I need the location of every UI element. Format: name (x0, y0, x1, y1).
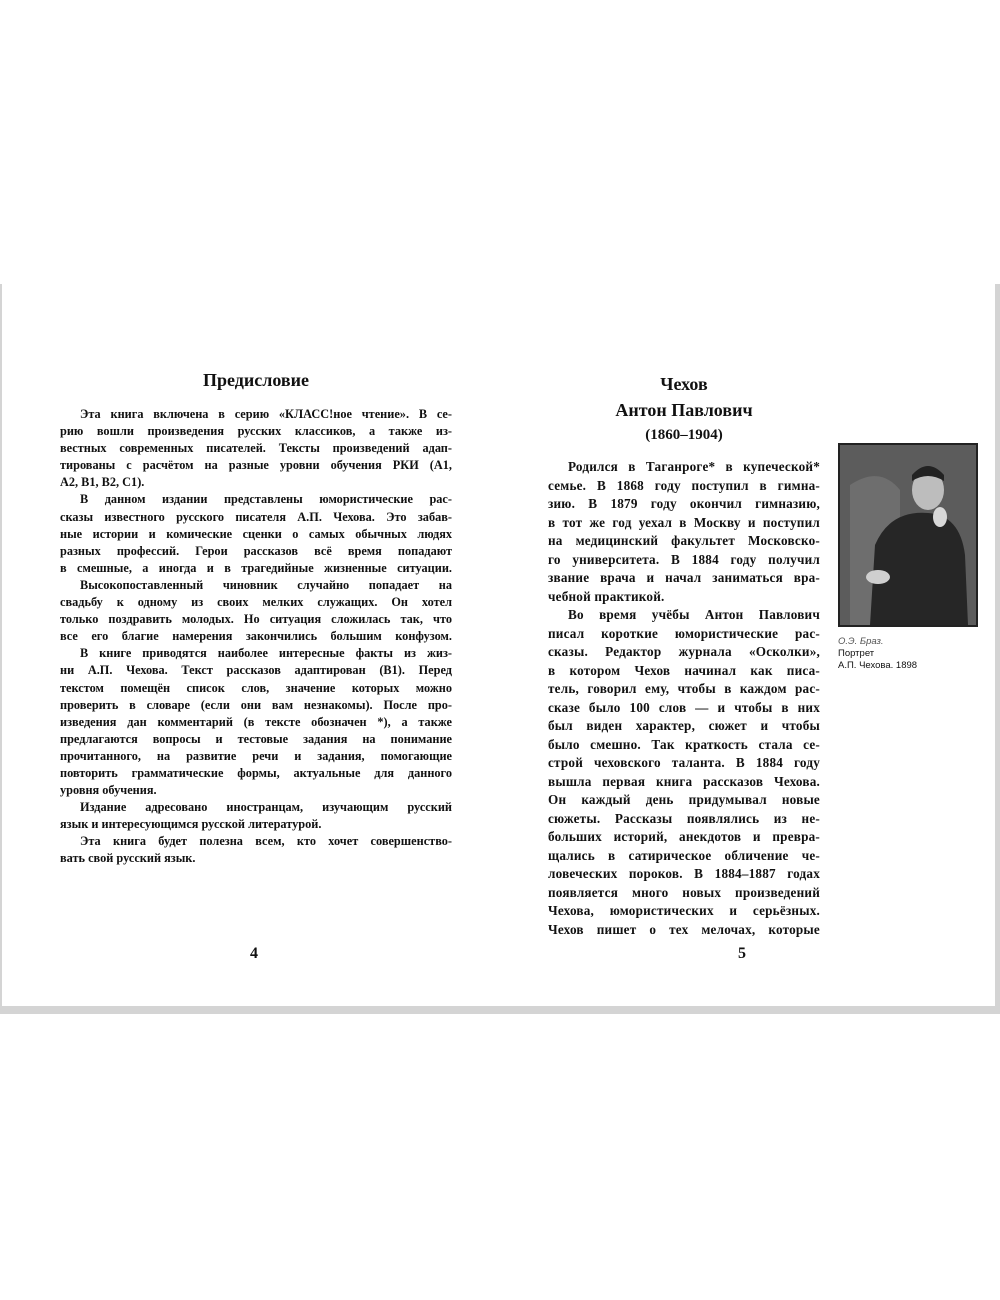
page-number-right: 5 (738, 945, 746, 962)
author-surname: Чехов (660, 374, 708, 394)
text-line: ни А.П. Чехова. Текст рассказов адаптирован (В1). Перед (60, 663, 452, 678)
text-line: В данном издании представлены юмористические рас- (80, 492, 452, 507)
text-line: Чехова, юмористических и серьёзных. (548, 903, 820, 918)
text-line: сказы известного русского писателя А.П. Чехова. Это забав- (60, 509, 452, 524)
text-line: Высокопоставленный чиновник случайно попадает на (80, 577, 452, 592)
text-line: разных профессий. Герои рассказов всё время попадают (60, 543, 452, 558)
preface-title: Предисловие (203, 370, 309, 390)
text-line: больших историй, анекдотов и превра- (548, 829, 820, 844)
portrait-caption (838, 636, 917, 672)
text-line: было смешно. Так краткость стала се- (548, 736, 820, 752)
portrait-image (838, 443, 978, 627)
text-line: Эта книга будет полезна всем, кто хочет совершенство- (80, 834, 452, 849)
text-line: появляется много новых произведений (548, 884, 820, 900)
text-line: сказы. Редактор журнала «Осколки», (548, 644, 820, 659)
biography-text (548, 458, 820, 939)
text-line: проверить в словаре (если они вам незнакомы). После про- (60, 697, 452, 712)
text-line: Эта книга включена в серию «КЛАСС!ное чтение». В се- (80, 407, 452, 421)
text-line: вать свой русский язык. (60, 851, 196, 866)
text-line: звание врача и начал заниматься вра- (548, 570, 820, 585)
text-line: вышла первая книга рассказов Чехова. (548, 773, 820, 789)
text-line: го университета. В 1884 году получил (548, 551, 820, 567)
preface-text (60, 406, 452, 868)
text-line: текстом помещён список слов, значение которых можно (60, 680, 452, 695)
text-line: щались в сатирическое обличение че- (548, 847, 820, 863)
text-line: рию вошли произведения русских классиков, а также из- (60, 424, 452, 439)
text-line: ловеческих пороков. В 1884–1887 годах (548, 866, 820, 881)
text-line: тированы с расчётом на разные уровни обучения РКИ (А1, (60, 458, 452, 473)
text-line: В книге приводятся наиболее интересные факты из жиз- (80, 646, 452, 661)
text-line: в тот же год уехал в Москву и поступил (548, 514, 820, 530)
text-line: зию. В 1879 году окончил гимназию, (548, 496, 820, 511)
caption-subject: А.П. Чехова. 1898 (838, 660, 918, 671)
text-line: Издание адресовано иностранцам, изучающим русский (80, 800, 452, 815)
author-name: Антон Павлович (615, 400, 753, 420)
text-line: Родился в Таганроге* в купеческой* (568, 459, 820, 474)
author-years: (1860–1904) (645, 427, 723, 443)
text-line: на медицинский факультет Московско- (548, 533, 820, 548)
text-line: все его благие намерения закончились большим конфузом. (60, 629, 452, 644)
text-line: сказе было 100 слов — и чтобы в них (548, 699, 820, 715)
text-line: язык и интересующимся русской литературой. (60, 817, 322, 832)
page-number-left: 4 (250, 945, 258, 962)
text-line: был виден характер, сюжет и чтобы (548, 718, 820, 733)
text-line: только поздравить молодых. Но ситуация сложилась так, что (60, 612, 452, 627)
portrait-figure-icon (840, 445, 976, 625)
text-line: чебной практикой. (548, 588, 665, 604)
text-line: свадьбу к одному из своих мелких служащих. Он хотел (60, 595, 452, 610)
text-line: в смешные, а иногда и в трагедийные жизненные ситуации. (60, 560, 452, 575)
text-line: изведения дан комментарий (в тексте обозначен *), а также (60, 714, 452, 729)
caption-author: О.Э. Браз. (838, 636, 884, 647)
text-line: семье. В 1868 году поступил в гимна- (548, 477, 820, 493)
text-line: уровня обучения. (60, 783, 157, 798)
text-line: повторить грамматические формы, актуальные для данного (60, 765, 452, 780)
caption-title: Портрет (838, 648, 875, 659)
text-line: предлагаются вопросы и тестовые задания на понимание (60, 731, 452, 746)
text-line: тель, говорил ему, чтобы в каждом рас- (548, 681, 820, 696)
text-line: ные истории и комические сценки о самых обычных людях (60, 526, 452, 541)
text-line: Он каждый день придумывал новые (548, 792, 820, 807)
text-line: Во время учёбы Антон Павлович (568, 607, 820, 622)
text-line: вестных современных писателей. Тексты произведений адап- (60, 441, 452, 456)
text-line: А2, В1, В2, С1). (60, 475, 145, 490)
text-line: Чехов пишет о тех мелочах, которые (548, 921, 820, 937)
text-line: писал короткие юмористические рас- (548, 625, 820, 641)
text-line: в котором Чехов начинал как писа- (548, 662, 820, 678)
text-line: сюжеты. Рассказы появлялись из не- (548, 810, 820, 826)
text-line: прочитанного, на развитие речи и задания, помогающие (60, 748, 452, 763)
text-line: строй чеховского таланта. В 1884 году (548, 755, 820, 770)
